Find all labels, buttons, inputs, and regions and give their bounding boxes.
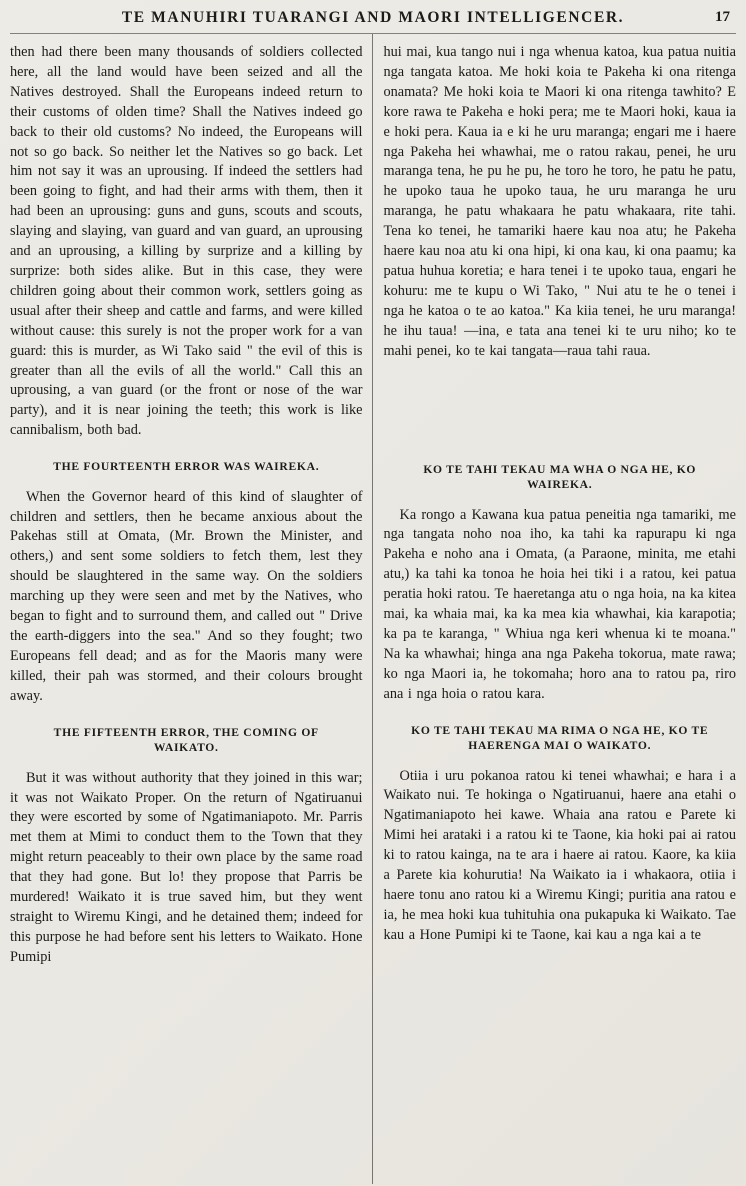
masthead — [10, 5, 736, 34]
left-column — [10, 34, 372, 1184]
paragraph: Ka rongo a Kawana kua patua peneitia nga tamariki, me nga tangata noho noa iho, ka tahi ka rapurapu ki nga Pakeha e noho ana i Omata, (a Paraone, minita, me etahi atu,) ka tahi ka tonoa he hoia hei tiki i a ratou, kei patua peratia hoki ratou. Te haeretanga atu o nga hoia, na ka kitea mai, ka whaia mai, ka ka mea kia whawhai, kia karapotia; ka pa te karanga, " Whiua nga keri whenua ki te moana." Na ka whawhai; hinga ana nga Pakeha tokorua, mate rawa; ko nga Maori ia, he tokomaha; horo ana to ratou pa, riro ana i nga hoia o ratou kara. — [383, 506, 736, 702]
paragraph: Otiia i uru pokanoa ratou ki tenei whawhai; e hara i a Waikato nui. Te hokinga o Ngatiruanui, haere ana etahi o Ngatimaniapoto hei kawe. Whaia ana ratou e Parete ki Mimi hei arataki i a ratou ki te Taone, kia hoki pai ai ratou ki to ratou kainga, na te ara i haere ai ratou. Kaore, ka kiia a Parete kia kohurutia! Na Waikato ia i whakaora, otiia i haere tonu ano ratou ki a Wiremu Kingi; puritia ana ratou e ia, he mea hoki kua tuhituhia ona pukapuka ki Waikato. Tae kau a Hone Pumipi ki te Taone, kai kau a nga kai a te — [383, 767, 736, 943]
two-column-layout — [10, 34, 736, 1184]
paragraph: When the Governor heard of this kind of slaughter of children and settlers, then he became anxious about the Pakehas still at Omata, (Mr. Brown the Minister, and others,) and sent some soldiers to fetch them, lest they should be slaughtered in the same way. On the soldiers marching up they were seen and met by the Natives, who began to fight and to surround them, and called out " Drive the earth-diggers into the sea." And so they fought; two Europeans fell dead; and as for the Maoris many were killed, their pah was stormed, and their colours brought away. — [10, 488, 363, 704]
newspaper-title: TE MANUHIRI TUARANGI AND MAORI INTELLIGENCER. — [121, 9, 625, 26]
section-heading-tekau-ma-wha: KO TE TAHI TEKAU MA WHA O NGA HE, KO WAIREKA. — [423, 462, 697, 491]
section-heading-fifteenth-error: THE FIFTEENTH ERROR, THE COMING OF WAIKATO. — [53, 725, 319, 755]
section-heading-tekau-ma-rima: KO TE TAHI TEKAU MA RIMA O NGA HE, KO TE HAERENGA MAI O WAIKATO. — [411, 723, 709, 753]
paragraph: But it was without authority that they joined in this war; it was not Waikato Proper. On the return of Ngatiruanui they were escorted by some of Ngatimaniapoto. Mr. Parris met them at Mimi to conduct them to the Town that they might return peaceably to their own place by the same road that they had gone. But lo! they propose that Parris be murdered! Waikato it is true saved him, but they went straight to Wiremu Kingi, and he detained them; indeed for this purpose he had before sent his letters to Waikato. Hone Pumipi — [10, 769, 363, 965]
section-heading-fourteenth-error: THE FOURTEENTH ERROR WAS WAIREKA. — [53, 460, 320, 474]
page-number: 17 — [715, 9, 730, 25]
paragraph-continuation: hui mai, kua tango nui i nga whenua katoa, kua patua nuitia nga tangata katoa. Me hoki koia te Pakeha ki ona ritenga onamata? Me hoki koia te Maori ki ona ritenga tawhito? E kore rawa te Pakeha e hoki pera; me te Maori hoki, kaua ia e hoki pera. Kaua ia e ki he uru maranga; engari me i haere nga Pakeha hei whawhai, me o ratou rakau, penei, he uru maranga tena, he pu he pu, he toro he toro, he patu he patu, he upoko taua he upoko taua, he uru maranga he uru maranga, he patu whakaara he patu whakaara, rite tahi. Tena ko tenei, he tamariki haere kau noa atu; he Pakeha haere kau noa atu ki ona hipi, ki ona kau, ki ona paamu; ka patua huhua koretia; e hara tenei i te upoko taua, engari he kohuru: me te kupu o Wi Tako, " Nui atu te he o tenei i nga he katoa o te ao katoa." Ka kiia tenei, he uru maranga! he ihu taua! —ina, e tata ana tenei ki te uru niho; ko te mahi penei, ko te kai tangata—raua tahi raua. — [383, 44, 736, 359]
right-column — [372, 34, 737, 1184]
paragraph-continuation: then had there been many thousands of soldiers collected here, all the land would have been seized and all the Natives destroyed. Shall the Europeans indeed return to their customs of olden time? Shall the Natives indeed go back to their old customs? No indeed, the Europeans will not so go back. So neither let the Natives so go back. Let him not say it was an uprousing. If indeed the settlers had been going to fight, and had their arms with them, then it had been an uprousing: guns and guns, scouts and scouts, slaying and slaying, van guard and van guard, an uprousing and an uprousing, a killing by surprize and a killing by surprize: both sides alike. But in this case, they were children going about their common work, settlers going as usual after their sheep and cattle and farms, and were killed without cause: this surely is not the proper work for a van guard: this is murder, as Wi Tako said " the evil of this is greater than all the evils of all the world." Call this an uprousing, a van guard (or the front or nose of the war party), and it is near joining the teeth; this work is like cannibalism, both bad. — [10, 44, 363, 439]
